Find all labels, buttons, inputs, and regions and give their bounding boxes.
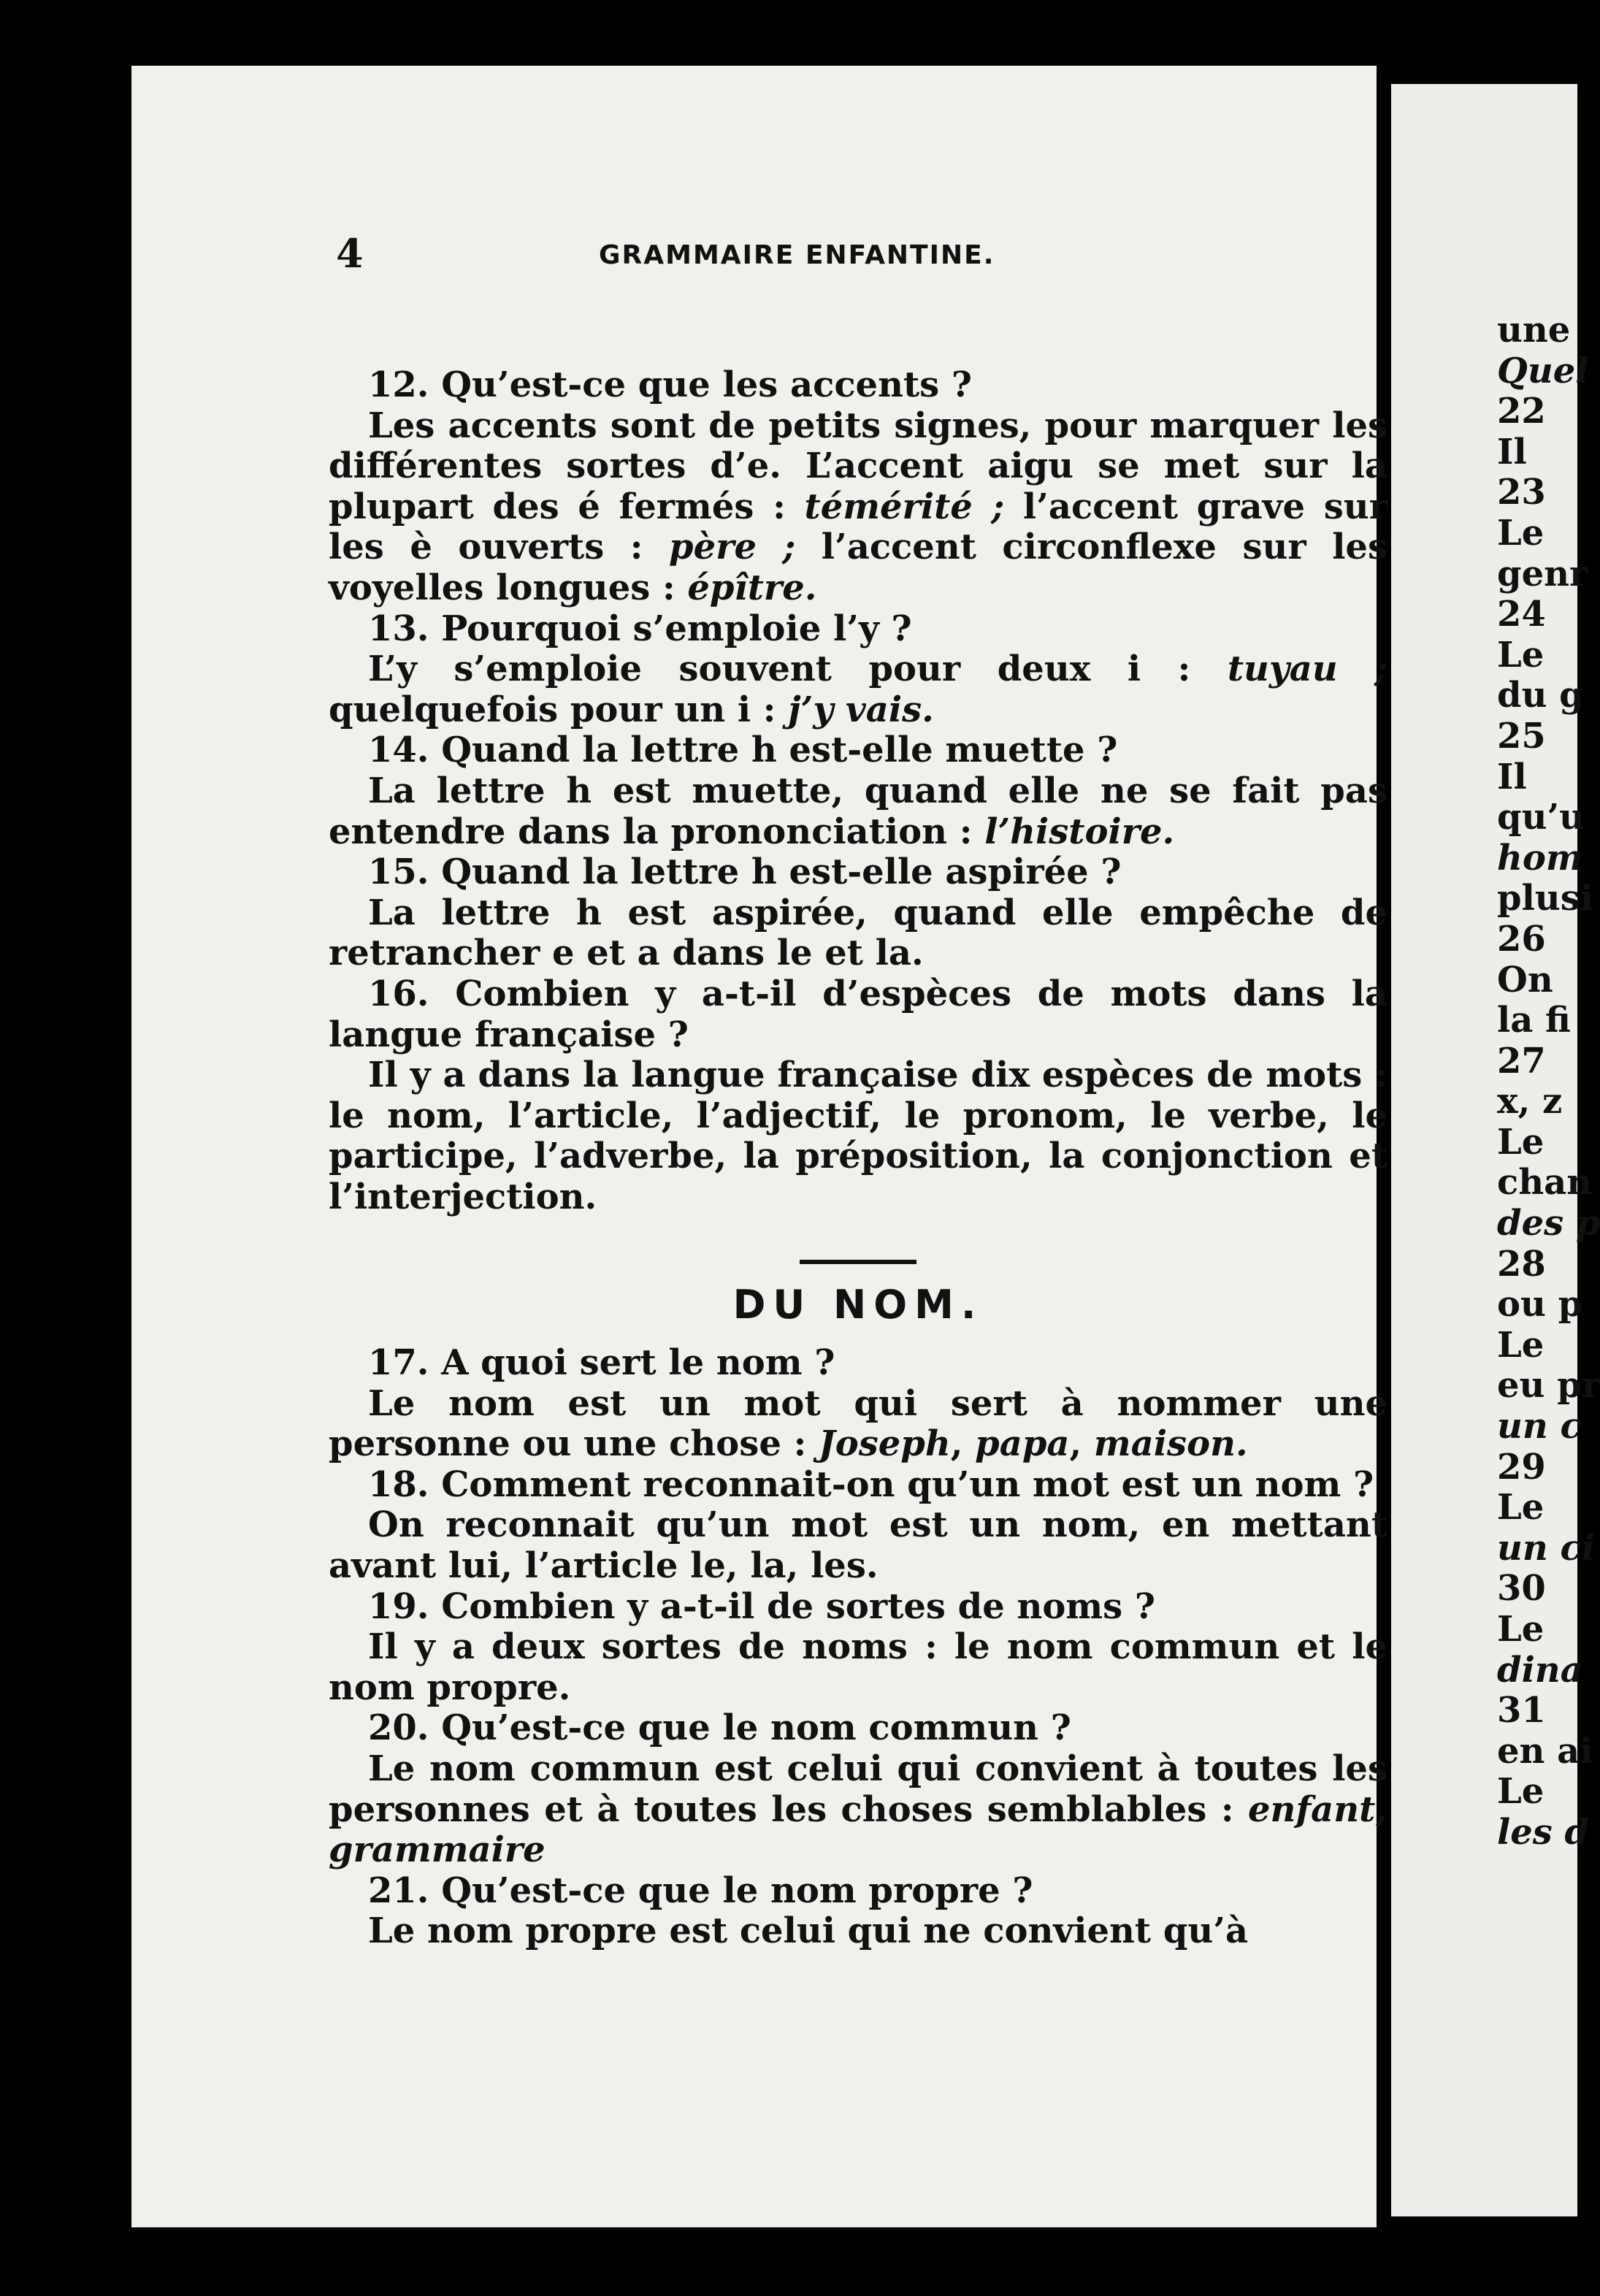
right-page-line: 30 (1497, 1568, 1546, 1610)
right-page-line: Le (1497, 512, 1545, 554)
right-page-line: x, z (1497, 1081, 1563, 1122)
answer (329, 771, 1387, 852)
answer-text: Il y a deux sortes de noms : le nom commun et le nom propre. (329, 1626, 1387, 1708)
right-page-line: Le (1497, 1121, 1545, 1163)
answer (329, 1055, 1387, 1217)
answer (329, 1505, 1387, 1586)
right-page-line: en ai (1497, 1730, 1593, 1772)
question: 17. A quoi sert le nom ? (368, 1342, 835, 1384)
answer (329, 1384, 1387, 1465)
right-page-line: 27 (1497, 1040, 1546, 1082)
answer-text: l’accent circonflexe sur les voyelles longues : (329, 527, 1387, 608)
question: 16. Combien y a-t-il d’espèces de mots dans la langue française ? (329, 973, 1387, 1055)
example-word: l’histoire. (984, 811, 1175, 852)
right-page-line: Le (1497, 1487, 1545, 1528)
answer-text: Le nom commun est celui qui convient à toutes les personnes et à toutes les choses semblables : (329, 1748, 1387, 1830)
example-word: épître. (687, 567, 817, 608)
right-page-line: du g (1497, 675, 1584, 716)
answer-text: On reconnait qu’un mot est un nom, en mettant avant lui, l’article le, la, les. (329, 1504, 1387, 1587)
answer (329, 1911, 1387, 1952)
right-page-line: 26 (1497, 918, 1546, 960)
example-word: Joseph (819, 1423, 951, 1465)
qa-list-top (329, 365, 1387, 1217)
answer-text: La lettre h est muette, quand elle ne se fait pas entendre dans la prononciation : (329, 770, 1387, 852)
right-page-line: hom (1497, 837, 1583, 879)
question: 19. Combien y a-t-il de sortes de noms ? (368, 1585, 1156, 1627)
right-page-line: 22 (1497, 391, 1546, 432)
question: 20. Qu’est-ce que le nom commun ? (368, 1707, 1071, 1749)
example-word: père ; (669, 527, 796, 568)
right-page-line: 25 (1497, 715, 1546, 757)
right-page-line: 24 (1497, 594, 1546, 635)
answer-text: l’accent grave sur les è ouverts : (329, 486, 1387, 568)
right-page-line: Il (1497, 431, 1527, 472)
answer-text: Les accents sont de petits signes, pour marquer les différentes sortes d’e. L’accent aigu se met sur la plupart des é fermés : (329, 405, 1387, 527)
qa-list-bottom (329, 1343, 1387, 1952)
answer-text: Le nom propre est celui qui ne convient qu’à (368, 1910, 1249, 1952)
right-page-line: une (1497, 310, 1571, 351)
left-page (131, 66, 1387, 2227)
right-page-fragment (1391, 84, 1600, 2216)
example-word: grammaire (329, 1829, 546, 1871)
right-page-line: 29 (1497, 1446, 1546, 1488)
right-page-line: chan (1497, 1162, 1593, 1204)
running-title: GRAMMAIRE ENFANTINE. (599, 240, 995, 270)
question: 18. Comment reconnait-on qu’un mot est un nom ? (368, 1463, 1374, 1505)
right-page-line: Il (1497, 756, 1527, 797)
answer (329, 1627, 1387, 1708)
right-page-line: Le (1497, 1771, 1545, 1813)
right-page-line: eu pr (1497, 1365, 1600, 1407)
example-word: enfant (1248, 1788, 1376, 1830)
answer (329, 1749, 1387, 1871)
right-page-line: la fi (1497, 1000, 1571, 1041)
example-word: tuyau ; (1227, 648, 1387, 690)
example-word: j’y vais. (788, 689, 934, 730)
answer-text: Le nom est un mot qui sert à nommer une personne ou une chose : (329, 1382, 1387, 1465)
answer (329, 893, 1387, 974)
right-page-line: Le (1497, 634, 1545, 676)
right-page-line: On (1497, 959, 1553, 1000)
right-page-line: 23 (1497, 472, 1546, 513)
answer (329, 406, 1387, 609)
answer-text: Il y a dans la langue française dix espèces de mots : le nom, l’article, l’adjectif, le pronom, le verbe, le participe, l’adverbe, la préposition, la conjonction et l’interjection. (329, 1055, 1387, 1217)
right-page-line: dina (1497, 1649, 1583, 1691)
answer-text: L’y s’emploie souvent pour deux i : (368, 648, 1228, 690)
section-title: DU NOM. (732, 1282, 984, 1328)
right-page-line: un ci (1497, 1527, 1595, 1569)
question: 12. Qu’est-ce que les accents ? (368, 364, 973, 405)
section-divider (800, 1260, 916, 1264)
answer-text: , (950, 1423, 976, 1465)
body-text (329, 365, 1387, 1952)
right-page-line: un c (1497, 1406, 1582, 1447)
right-page-line: qu’u (1497, 797, 1585, 838)
answer-text: La lettre h est aspirée, quand elle empêche de retrancher e et a dans le et la. (329, 892, 1387, 974)
right-page-line: plusi (1497, 878, 1593, 919)
example-word: papa (975, 1423, 1070, 1465)
answer-text: , (1375, 1788, 1387, 1830)
right-page-text (1497, 310, 1600, 1853)
page-header (131, 230, 1377, 281)
question: 21. Qu’est-ce que le nom propre ? (368, 1870, 1033, 1911)
question: 13. Pourquoi s’emploie l’y ? (368, 608, 912, 649)
right-page-line: genr (1497, 553, 1588, 594)
question: 14. Quand la lettre h est-elle muette ? (368, 730, 1118, 771)
right-page-line: des p (1497, 1203, 1600, 1244)
example-word: témérité ; (804, 486, 1005, 527)
right-page-line: Le (1497, 1324, 1545, 1366)
right-page-line: les d (1497, 1811, 1590, 1853)
right-page-line: ou p (1497, 1284, 1583, 1325)
example-word: maison. (1093, 1423, 1248, 1465)
answer-text: quelquefois pour un i : (329, 689, 789, 730)
page-number: 4 (336, 230, 364, 277)
right-page-line: 31 (1497, 1690, 1546, 1731)
right-page-line: Quel (1497, 350, 1589, 391)
right-page-line: 28 (1497, 1243, 1546, 1285)
answer (329, 649, 1387, 730)
question: 15. Quand la lettre h est-elle aspirée ? (368, 852, 1122, 893)
answer-text: , (1069, 1423, 1094, 1465)
right-page-line: Le (1497, 1609, 1545, 1650)
